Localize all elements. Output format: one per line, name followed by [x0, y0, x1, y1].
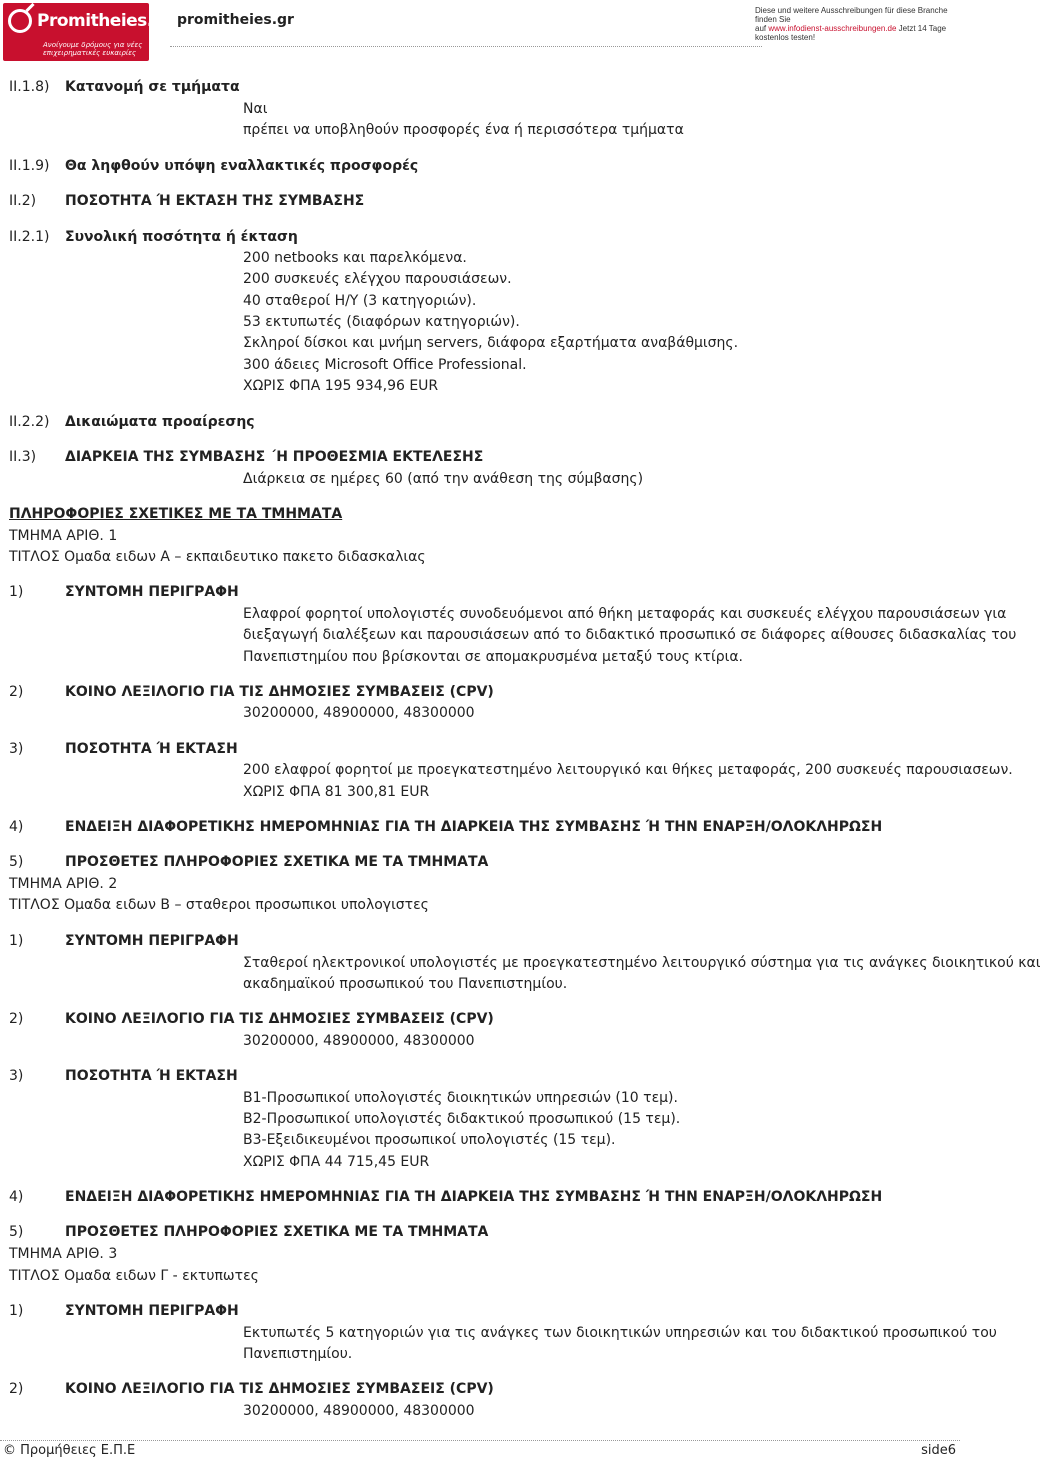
item-title: ΣΥΝΤΟΜΗ ΠΕΡΙΓΡΑΦΗ: [65, 584, 239, 600]
logo-tagline: Ανοίγουμε δρόμους για νέες επιχειρηματικές ευκαιρίες: [43, 41, 143, 57]
item-number: 1): [9, 1303, 24, 1319]
quantity-line: 300 άδειες Microsoft Office Professional.: [243, 357, 527, 373]
lot-number: ΤΜΗΜΑ ΑΡΙΘ. 1: [9, 528, 118, 544]
item-number: 1): [9, 933, 24, 949]
description-line: ακαδημαϊκού προσωπικού του Πανεπιστημίου.: [243, 976, 568, 992]
item-title: ΠΟΣΟΤΗΤΑ Ή ΕΚΤΑΣΗ: [65, 1068, 238, 1084]
quantity-line: Β1-Προσωπικοί υπολογιστές διοικητικών υπηρεσιών (10 τεμ).: [243, 1090, 678, 1106]
item-title: ΕΝΔΕΙΞΗ ΔΙΑΦΟΡΕΤΙΚΗΣ ΗΜΕΡΟΜΗΝΙΑΣ ΓΙΑ ΤΗ ΔΙΑΡΚΕΙΑ ΤΗΣ ΣΥΜΒΑΣΗΣ Ή ΤΗΝ ΕΝΑΡΞΗ/ΟΛΟΚΛΗΡΩΣΗ: [65, 819, 883, 835]
logo-arrow-icon: [8, 9, 32, 33]
total-value: ΧΩΡΙΣ ΦΠΑ 81 300,81 EUR: [243, 784, 430, 800]
section-title: ΔΙΑΡΚΕΙΑ ΤΗΣ ΣΥΜΒΑΣΗΣ ΄Η ΠΡΟΘΕΣΜΙΑ ΕΚΤΕΛΕΣΗΣ: [65, 449, 484, 465]
item-title: ΣΥΝΤΟΜΗ ΠΕΡΙΓΡΑΦΗ: [65, 933, 239, 949]
cpv-codes: 30200000, 48900000, 48300000: [243, 1033, 475, 1049]
item-title: ΚΟΙΝΟ ΛΕΞΙΛΟΓΙΟ ΓΙΑ ΤΙΣ ΔΗΜΟΣΙΕΣ ΣΥΜΒΑΣΕΙΣ (CPV): [65, 1381, 494, 1397]
section-number: II.2.1): [9, 229, 50, 245]
item-title: ΠΟΣΟΤΗΤΑ Ή ΕΚΤΑΣΗ: [65, 741, 238, 757]
section-title: Δικαιώματα προαίρεσης: [65, 414, 255, 430]
section-value: πρέπει να υποβληθούν προσφορές ένα ή περισσότερα τμήματα: [243, 122, 684, 138]
item-number: 5): [9, 854, 24, 870]
lot-number: ΤΜΗΜΑ ΑΡΙΘ. 3: [9, 1246, 118, 1262]
section-title: ΠΟΣΟΤΗΤΑ Ή ΕΚΤΑΣΗ ΤΗΣ ΣΥΜΒΑΣΗΣ: [65, 193, 365, 209]
total-value: ΧΩΡΙΣ ΦΠΑ 195 934,96 EUR: [243, 378, 439, 394]
page-header: [0, 0, 960, 62]
site-name: promitheies.gr: [177, 12, 294, 28]
description-line: Σταθεροί ηλεκτρονικοί υπολογιστές με προεγκατεστημένο λειτουργικό σύστημα για τις ανάγκες διοικητικού και: [243, 955, 1040, 971]
item-number: 2): [9, 1381, 24, 1397]
promitheies-logo[interactable]: [3, 3, 173, 61]
quantity-line: 200 συσκευές ελέγχου παρουσιάσεων.: [243, 271, 512, 287]
quantity-line: Β3-Εξειδικευμένοι προσωπικοί υπολογιστές (15 τεμ).: [243, 1132, 616, 1148]
item-title: ΚΟΙΝΟ ΛΕΞΙΛΟΓΙΟ ΓΙΑ ΤΙΣ ΔΗΜΟΣΙΕΣ ΣΥΜΒΑΣΕΙΣ (CPV): [65, 684, 494, 700]
logo-name: Promitheies.gr: [37, 11, 173, 31]
item-number: 2): [9, 1011, 24, 1027]
section-number: II.1.9): [9, 158, 50, 174]
quantity-line: 200 netbooks και παρελκόμενα.: [243, 250, 467, 266]
description-line: Πανεπιστημίου.: [243, 1346, 353, 1362]
quantity-line: 200 ελαφροί φορητοί με προεγκατεστημένο λειτουργικό και θήκες μεταφοράς, 200 συσκευές παρουσιασεων.: [243, 762, 1013, 778]
section-number: II.3): [9, 449, 37, 465]
lot-number: ΤΜΗΜΑ ΑΡΙΘ. 2: [9, 876, 118, 892]
section-number: II.1.8): [9, 79, 50, 95]
section-number: II.2): [9, 193, 37, 209]
section-number: II.2.2): [9, 414, 50, 430]
description-line: Ελαφροί φορητοί υπολογιστές συνοδευόμενοι από θήκη μεταφοράς και συσκευές ελέγχου παρουσιάσεων για: [243, 606, 1007, 622]
item-number: 1): [9, 584, 24, 600]
item-number: 5): [9, 1224, 24, 1240]
quantity-line: Σκληροί δίσκοι και μνήμη servers, διάφορα εξαρτήματα αναβάθμισης.: [243, 335, 739, 351]
promo-link[interactable]: www.infodienst-ausschreibungen.de: [768, 24, 897, 33]
item-title: ΠΡΟΣΘΕΤΕΣ ΠΛΗΡΟΦΟΡΙΕΣ ΣΧΕΤΙΚΑ ΜΕ ΤΑ ΤΜΗΜΑΤΑ: [65, 1224, 489, 1240]
section-title: Κατανομή σε τμήματα: [65, 79, 240, 95]
item-number: 2): [9, 684, 24, 700]
duration-value: Διάρκεια σε ημέρες 60 (από την ανάθεση της σύμβασης): [243, 471, 644, 487]
cpv-codes: 30200000, 48900000, 48300000: [243, 705, 475, 721]
promo-text: Diese und weitere Ausschreibungen für diese Branche finden Sie auf www.infodienst-ausschreibungen.de Jetzt 14 Tage kostenlos testen!: [755, 6, 948, 42]
footer-copyright: © Προμήθειες Ε.Π.Ε: [3, 1443, 136, 1458]
description-line: Εκτυπωτές 5 κατηγοριών για τις ανάγκες των διοικητικών υπηρεσιών και του διδακτικού προσωπικού του: [243, 1325, 997, 1341]
item-title: ΚΟΙΝΟ ΛΕΞΙΛΟΓΙΟ ΓΙΑ ΤΙΣ ΔΗΜΟΣΙΕΣ ΣΥΜΒΑΣΕΙΣ (CPV): [65, 1011, 494, 1027]
item-number: 4): [9, 1189, 24, 1205]
cpv-codes: 30200000, 48900000, 48300000: [243, 1403, 475, 1419]
section-title: Θα ληφθούν υπόψη εναλλακτικές προσφορές: [65, 158, 419, 174]
item-title: ΠΡΟΣΘΕΤΕΣ ΠΛΗΡΟΦΟΡΙΕΣ ΣΧΕΤΙΚΑ ΜΕ ΤΑ ΤΜΗΜΑΤΑ: [65, 854, 489, 870]
lot-title: ΤΙΤΛΟΣ Ομαδα ειδων Γ - εκτυπωτες: [9, 1268, 259, 1284]
section-value: Ναι: [243, 101, 268, 117]
quantity-line: 40 σταθεροί Η/Υ (3 κατηγοριών).: [243, 293, 477, 309]
page-number: side6: [921, 1443, 956, 1458]
item-title: ΕΝΔΕΙΞΗ ΔΙΑΦΟΡΕΤΙΚΗΣ ΗΜΕΡΟΜΗΝΙΑΣ ΓΙΑ ΤΗ ΔΙΑΡΚΕΙΑ ΤΗΣ ΣΥΜΒΑΣΗΣ Ή ΤΗΝ ΕΝΑΡΞΗ/ΟΛΟΚΛΗΡΩΣΗ: [65, 1189, 883, 1205]
quantity-line: Β2-Προσωπικοί υπολογιστές διδακτικού προσωπικού (15 τεμ).: [243, 1111, 681, 1127]
description-line: Πανεπιστημίου που βρίσκονται σε απομακρυσμένα μεταξύ τους κτίρια.: [243, 649, 744, 665]
lot-title: ΤΙΤΛΟΣ Ομαδα ειδων Α – εκπαιδευτικο πακετο διδασκαλιας: [9, 549, 426, 565]
section-title: Συνολική ποσότητα ή έκταση: [65, 229, 298, 245]
description-line: διεξαγωγή διαλέξεων και παρουσιάσεων από το διδακτικό προσωπικό σε διάφορες αίθουσες διδασκαλίας του: [243, 627, 1017, 643]
item-title: ΣΥΝΤΟΜΗ ΠΕΡΙΓΡΑΦΗ: [65, 1303, 239, 1319]
total-value: ΧΩΡΙΣ ΦΠΑ 44 715,45 EUR: [243, 1154, 430, 1170]
lot-title: ΤΙΤΛΟΣ Ομαδα ειδων Β – σταθεροι προσωπικοι υπολογιστες: [9, 897, 429, 913]
item-number: 3): [9, 1068, 24, 1084]
lots-heading: ΠΛΗΡΟΦΟΡΙΕΣ ΣΧΕΤΙΚΕΣ ΜΕ ΤΑ ΤΜΗΜΑΤΑ: [9, 506, 343, 522]
footer-divider: [0, 1440, 960, 1441]
header-divider: [170, 46, 762, 47]
item-number: 4): [9, 819, 24, 835]
item-number: 3): [9, 741, 24, 757]
quantity-line: 53 εκτυπωτές (διαφόρων κατηγοριών).: [243, 314, 520, 330]
